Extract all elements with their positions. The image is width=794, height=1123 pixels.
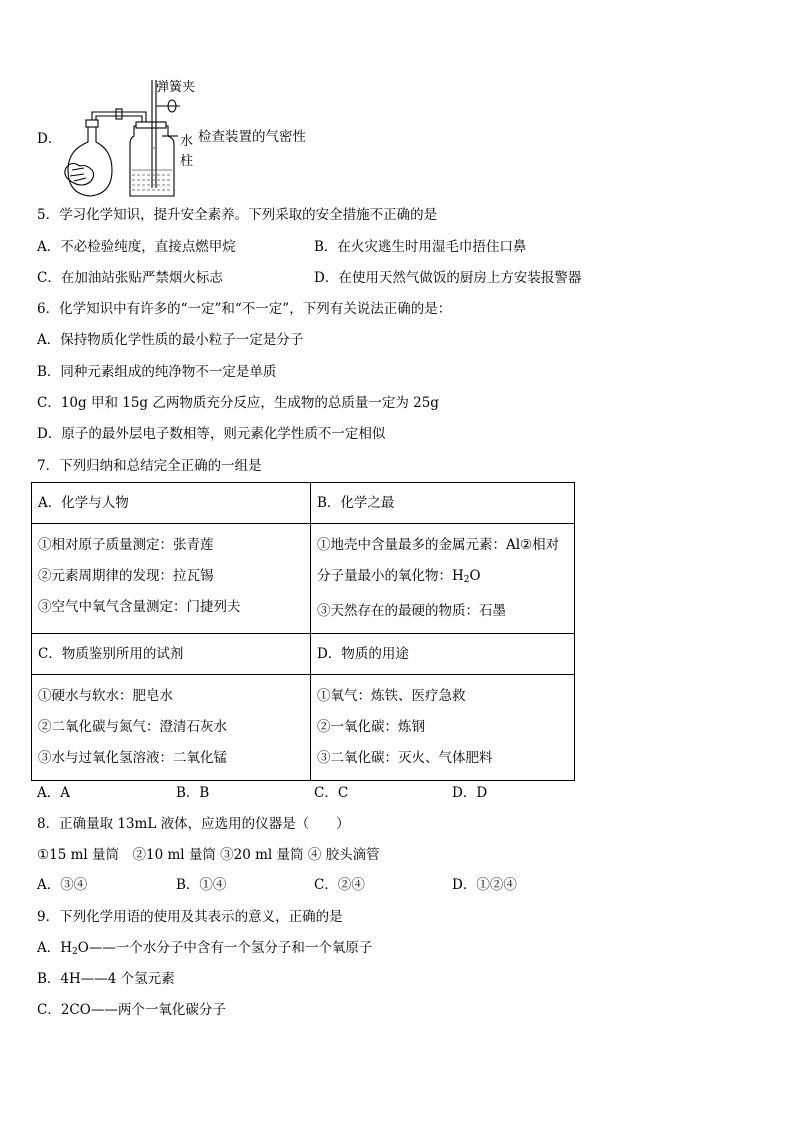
table-row [32, 524, 575, 634]
q6-option-d: D．原子的最外层电子数相等，则元素化学性质不一定相似 [37, 426, 386, 442]
cell-a-line-2: ②元素周期律的发现：拉瓦锡 [38, 568, 214, 584]
q4-option-d-letter: D． [37, 131, 62, 147]
q8-option-b: B．①④ [176, 877, 227, 893]
q5-option-d: D．在使用天然气做饭的厨房上方安装报警器 [314, 270, 582, 286]
cell-b-body [311, 524, 575, 634]
cell-a-body [32, 524, 311, 634]
cell-c-body [32, 675, 311, 781]
cell-b-title: B．化学之最 [311, 483, 575, 524]
q6-option-b: B．同种元素组成的纯净物不一定是单质 [37, 364, 277, 380]
cell-a-line-1: ①相对原子质量测定：张青莲 [38, 537, 214, 553]
water-column-label-1: 水 [180, 134, 194, 149]
q8-option-d: D．①②④ [452, 877, 517, 893]
table-row [32, 483, 575, 524]
q8-option-c: C．②④ [314, 877, 365, 893]
q5-stem: 5．学习化学知识，提升安全素养。下列采取的安全措施不正确的是 [37, 207, 438, 223]
q9-option-c: C．2CO——两个一氧化碳分子 [37, 1002, 226, 1018]
cell-c-title: C．物质鉴别所用的试剂 [32, 634, 311, 675]
q9-option-a-prefix: A．H [37, 940, 73, 956]
cell-b-line-1: ①地壳中含量最多的金属元素：Al②相对 [317, 537, 560, 553]
cell-b-line-2-subscript: 2 [463, 575, 470, 585]
q7-stem: 7．下列归纳和总结完全正确的一组是 [37, 458, 262, 474]
table-row [32, 634, 575, 675]
q9-stem: 9．下列化学用语的使用及其表示的意义，正确的是 [37, 909, 343, 925]
cell-d-body [311, 675, 575, 781]
table-row [32, 675, 575, 781]
q7-option-d: D．D [452, 785, 488, 801]
q8-option-a: A．③④ [37, 877, 88, 893]
q9-option-a-subscript: 2 [72, 947, 78, 957]
q6-option-c: C．10g 甲和 15g 乙两物质充分反应，生成物的总质量一定为 25g [37, 395, 439, 411]
cell-c-line-2: ②二氧化碳与氮气：澄清石灰水 [38, 719, 227, 735]
cell-b-line-3: ③天然存在的最硬的物质：石墨 [317, 603, 506, 619]
q5-option-b: B．在火灾逃生时用湿毛巾捂住口鼻 [314, 239, 527, 255]
q6-stem: 6．化学知识中有许多的“一定”和“不一定”，下列有关说法正确的是： [37, 301, 452, 317]
cell-a-title: A．化学与人物 [32, 483, 311, 524]
cell-b-line-2-tail: O [469, 568, 481, 584]
cell-d-line-1: ①氧气：炼铁、医疗急救 [317, 688, 466, 704]
cell-b-line-2-text: 分子量最小的氧化物：H [317, 568, 464, 584]
q7-option-b: B．B [176, 785, 210, 801]
q5-option-a: A．不必检验纯度，直接点燃甲烷 [37, 239, 236, 255]
q5-option-c: C．在加油站张贴严禁烟火标志 [37, 270, 223, 286]
cell-d-line-2: ②一氧化碳：炼钢 [317, 719, 425, 735]
cell-b-line-2 [317, 561, 568, 596]
cell-a-line-3: ③空气中氧气含量测定：门捷列夫 [38, 599, 241, 615]
spring-clip-label: 弹簧夹 [156, 80, 196, 95]
q6-option-a: A．保持物质化学性质的最小粒子一定是分子 [37, 332, 304, 348]
q9-option-a [37, 939, 372, 961]
water-column-label-2: 柱 [180, 154, 194, 169]
q9-option-b: B．4H——4 个氢元素 [37, 971, 175, 987]
cell-c-line-3: ③水与过氧化氢溶液：二氧化锰 [38, 750, 227, 766]
cell-d-line-3: ③二氧化碳：灭火、气体肥料 [317, 750, 493, 766]
q4-option-d-caption: 检查装置的气密性 [198, 129, 306, 145]
q7-summary-table [31, 482, 575, 781]
q8-stem: 8．正确量取 13mL 液体，应选用的仪器是（ ） [37, 816, 350, 832]
cell-d-title: D．物质的用途 [311, 634, 575, 675]
q7-option-c: C．C [314, 785, 349, 801]
round-flask [68, 126, 112, 196]
cell-c-line-1: ①硬水与软水：肥皂水 [38, 688, 173, 704]
q7-option-a: A．A [37, 785, 70, 801]
q9-option-a-suffix: O——一个水分子中含有一个氢分子和一个氧原子 [77, 940, 373, 956]
q8-instruments: ①15 ml 量筒 ②10 ml 量筒 ③20 ml 量筒 ④ 胶头滴管 [37, 847, 380, 863]
